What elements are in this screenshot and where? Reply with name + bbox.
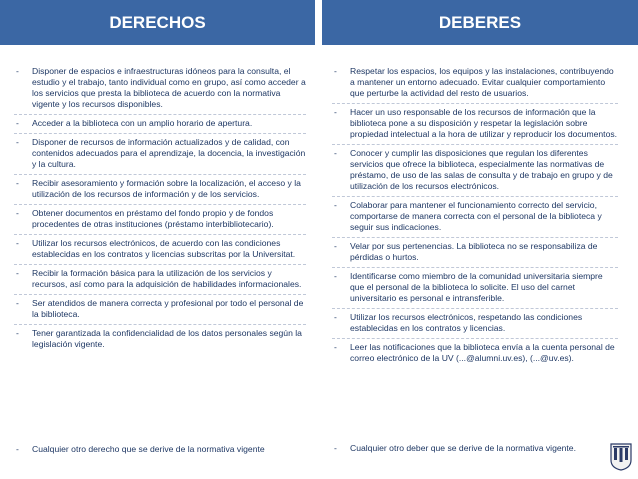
bullet-dash: - bbox=[334, 312, 337, 322]
deberes-list bbox=[332, 66, 618, 371]
bullet-dash: - bbox=[334, 443, 337, 453]
deber-item-text: Conocer y cumplir las disposiciones que regulan los diferentes servicios que ofrece la biblioteca, especialmente las normativas de préstamo, de uso de las salas de consulta y de trabajo en grupo y de utilización de los recursos electrónicos. bbox=[350, 148, 613, 191]
deber-item bbox=[332, 271, 618, 309]
bullet-dash: - bbox=[16, 137, 19, 147]
derecho-item-text: Disponer de recursos de información actualizados y de calidad, con contenidos adecuados para el aprendizaje, la docencia, la investigación y la cultura. bbox=[32, 137, 306, 169]
derecho-item bbox=[14, 268, 306, 295]
derecho-item bbox=[14, 238, 306, 265]
deberes-final-item bbox=[332, 443, 636, 454]
derecho-item bbox=[14, 298, 306, 325]
derecho-item bbox=[14, 328, 306, 354]
derechos-final-text: Cualquier otro derecho que se derive de la normativa vigente bbox=[32, 444, 265, 454]
derechos-list bbox=[14, 66, 306, 357]
derecho-item-text: Recibir la formación básica para la utilización de los servicios y recursos, así como para la adquisición de habilidades informacionales. bbox=[32, 268, 302, 289]
derecho-item-text: Acceder a la biblioteca con un amplio horario de apertura. bbox=[32, 118, 253, 128]
deber-item-text: Colaborar para mantener el funcionamiento correcto del servicio, comportarse de manera correcta con el personal de la biblioteca y seguir sus indicaciones. bbox=[350, 200, 602, 232]
deber-item bbox=[332, 241, 618, 268]
deber-item bbox=[332, 107, 618, 145]
deber-item bbox=[332, 148, 618, 197]
deber-item-text: Respetar los espacios, los equipos y las instalaciones, contribuyendo a mantener un entorno adecuado. Evitar cualquier comportamiento que perturbe la actividad del resto de usuarios. bbox=[350, 66, 614, 98]
deber-item bbox=[332, 66, 618, 104]
deber-item bbox=[332, 200, 618, 238]
derechos-final-item bbox=[14, 444, 324, 455]
deber-item-text: Velar por sus pertenencias. La biblioteca no se responsabiliza de pérdidas o hurtos. bbox=[350, 241, 598, 262]
bullet-dash: - bbox=[334, 200, 337, 210]
deber-item-text: Identificarse como miembro de la comunidad universitaria siempre que el personal de la biblioteca lo solicite. El uso del carnet universitario es personal e intransferible. bbox=[350, 271, 603, 303]
bullet-dash: - bbox=[334, 241, 337, 251]
deber-item bbox=[332, 312, 618, 339]
bullet-dash: - bbox=[334, 66, 337, 76]
bullet-dash: - bbox=[16, 238, 19, 248]
derecho-item bbox=[14, 66, 306, 115]
bullet-dash: - bbox=[16, 444, 19, 454]
bullet-dash: - bbox=[334, 107, 337, 117]
bullet-dash: - bbox=[16, 328, 19, 338]
deber-item-text: Leer las notificaciones que la biblioteca envía a la cuenta personal de correo electrónico de la UV (...@alumni.uv.es), (...@uv.es). bbox=[350, 342, 615, 363]
derecho-item-text: Ser atendidos de manera correcta y profesional por todo el personal de la biblioteca. bbox=[32, 298, 304, 319]
deber-item-text: Utilizar los recursos electrónicos, respetando las condiciones establecidas en los contratos y licencias. bbox=[350, 312, 583, 333]
derecho-item-text: Utilizar los recursos electrónicos, de acuerdo con las condiciones establecidas en los contratos y licencias subscritas por la Universitat. bbox=[32, 238, 296, 259]
bullet-dash: - bbox=[16, 118, 19, 128]
bullet-dash: - bbox=[16, 66, 19, 76]
deberes-header: DEBERES bbox=[322, 0, 638, 45]
derecho-item bbox=[14, 208, 306, 235]
derecho-item-text: Disponer de espacios e infraestructuras idóneos para la consulta, el estudio y el trabajo, tanto individual como en grupo, así como acceder a los servicios que presta la biblioteca de acuerdo con la normativa vigente y los recursos disponibles. bbox=[32, 66, 306, 109]
bullet-dash: - bbox=[334, 271, 337, 281]
bullet-dash: - bbox=[16, 298, 19, 308]
university-seal-icon bbox=[610, 443, 632, 471]
derecho-item bbox=[14, 137, 306, 175]
derechos-header: DERECHOS bbox=[0, 0, 315, 45]
deber-item-text: Hacer un uso responsable de los recursos de información que la biblioteca pone a su disposición y respetar la legislación sobre propiedad intelectual a la hora de utilizar y reproducir los documentos. bbox=[350, 107, 618, 139]
derecho-item-text: Tener garantizada la confidencialidad de los datos personales según la legislación vigente. bbox=[32, 328, 302, 349]
bullet-dash: - bbox=[334, 148, 337, 158]
bullet-dash: - bbox=[16, 268, 19, 278]
deberes-final-text: Cualquier otro deber que se derive de la normativa vigente. bbox=[350, 443, 576, 453]
bullet-dash: - bbox=[16, 208, 19, 218]
derecho-item bbox=[14, 118, 306, 134]
derecho-item bbox=[14, 178, 306, 205]
bullet-dash: - bbox=[334, 342, 337, 352]
deber-item bbox=[332, 342, 618, 368]
bullet-dash: - bbox=[16, 178, 19, 188]
derecho-item-text: Obtener documentos en préstamo del fondo propio y de fondos procedentes de otras instituciones (préstamo interbibliotecario). bbox=[32, 208, 274, 229]
derecho-item-text: Recibir asesoramiento y formación sobre la localización, el acceso y la utilización de los recursos de información y de los servicios. bbox=[32, 178, 301, 199]
